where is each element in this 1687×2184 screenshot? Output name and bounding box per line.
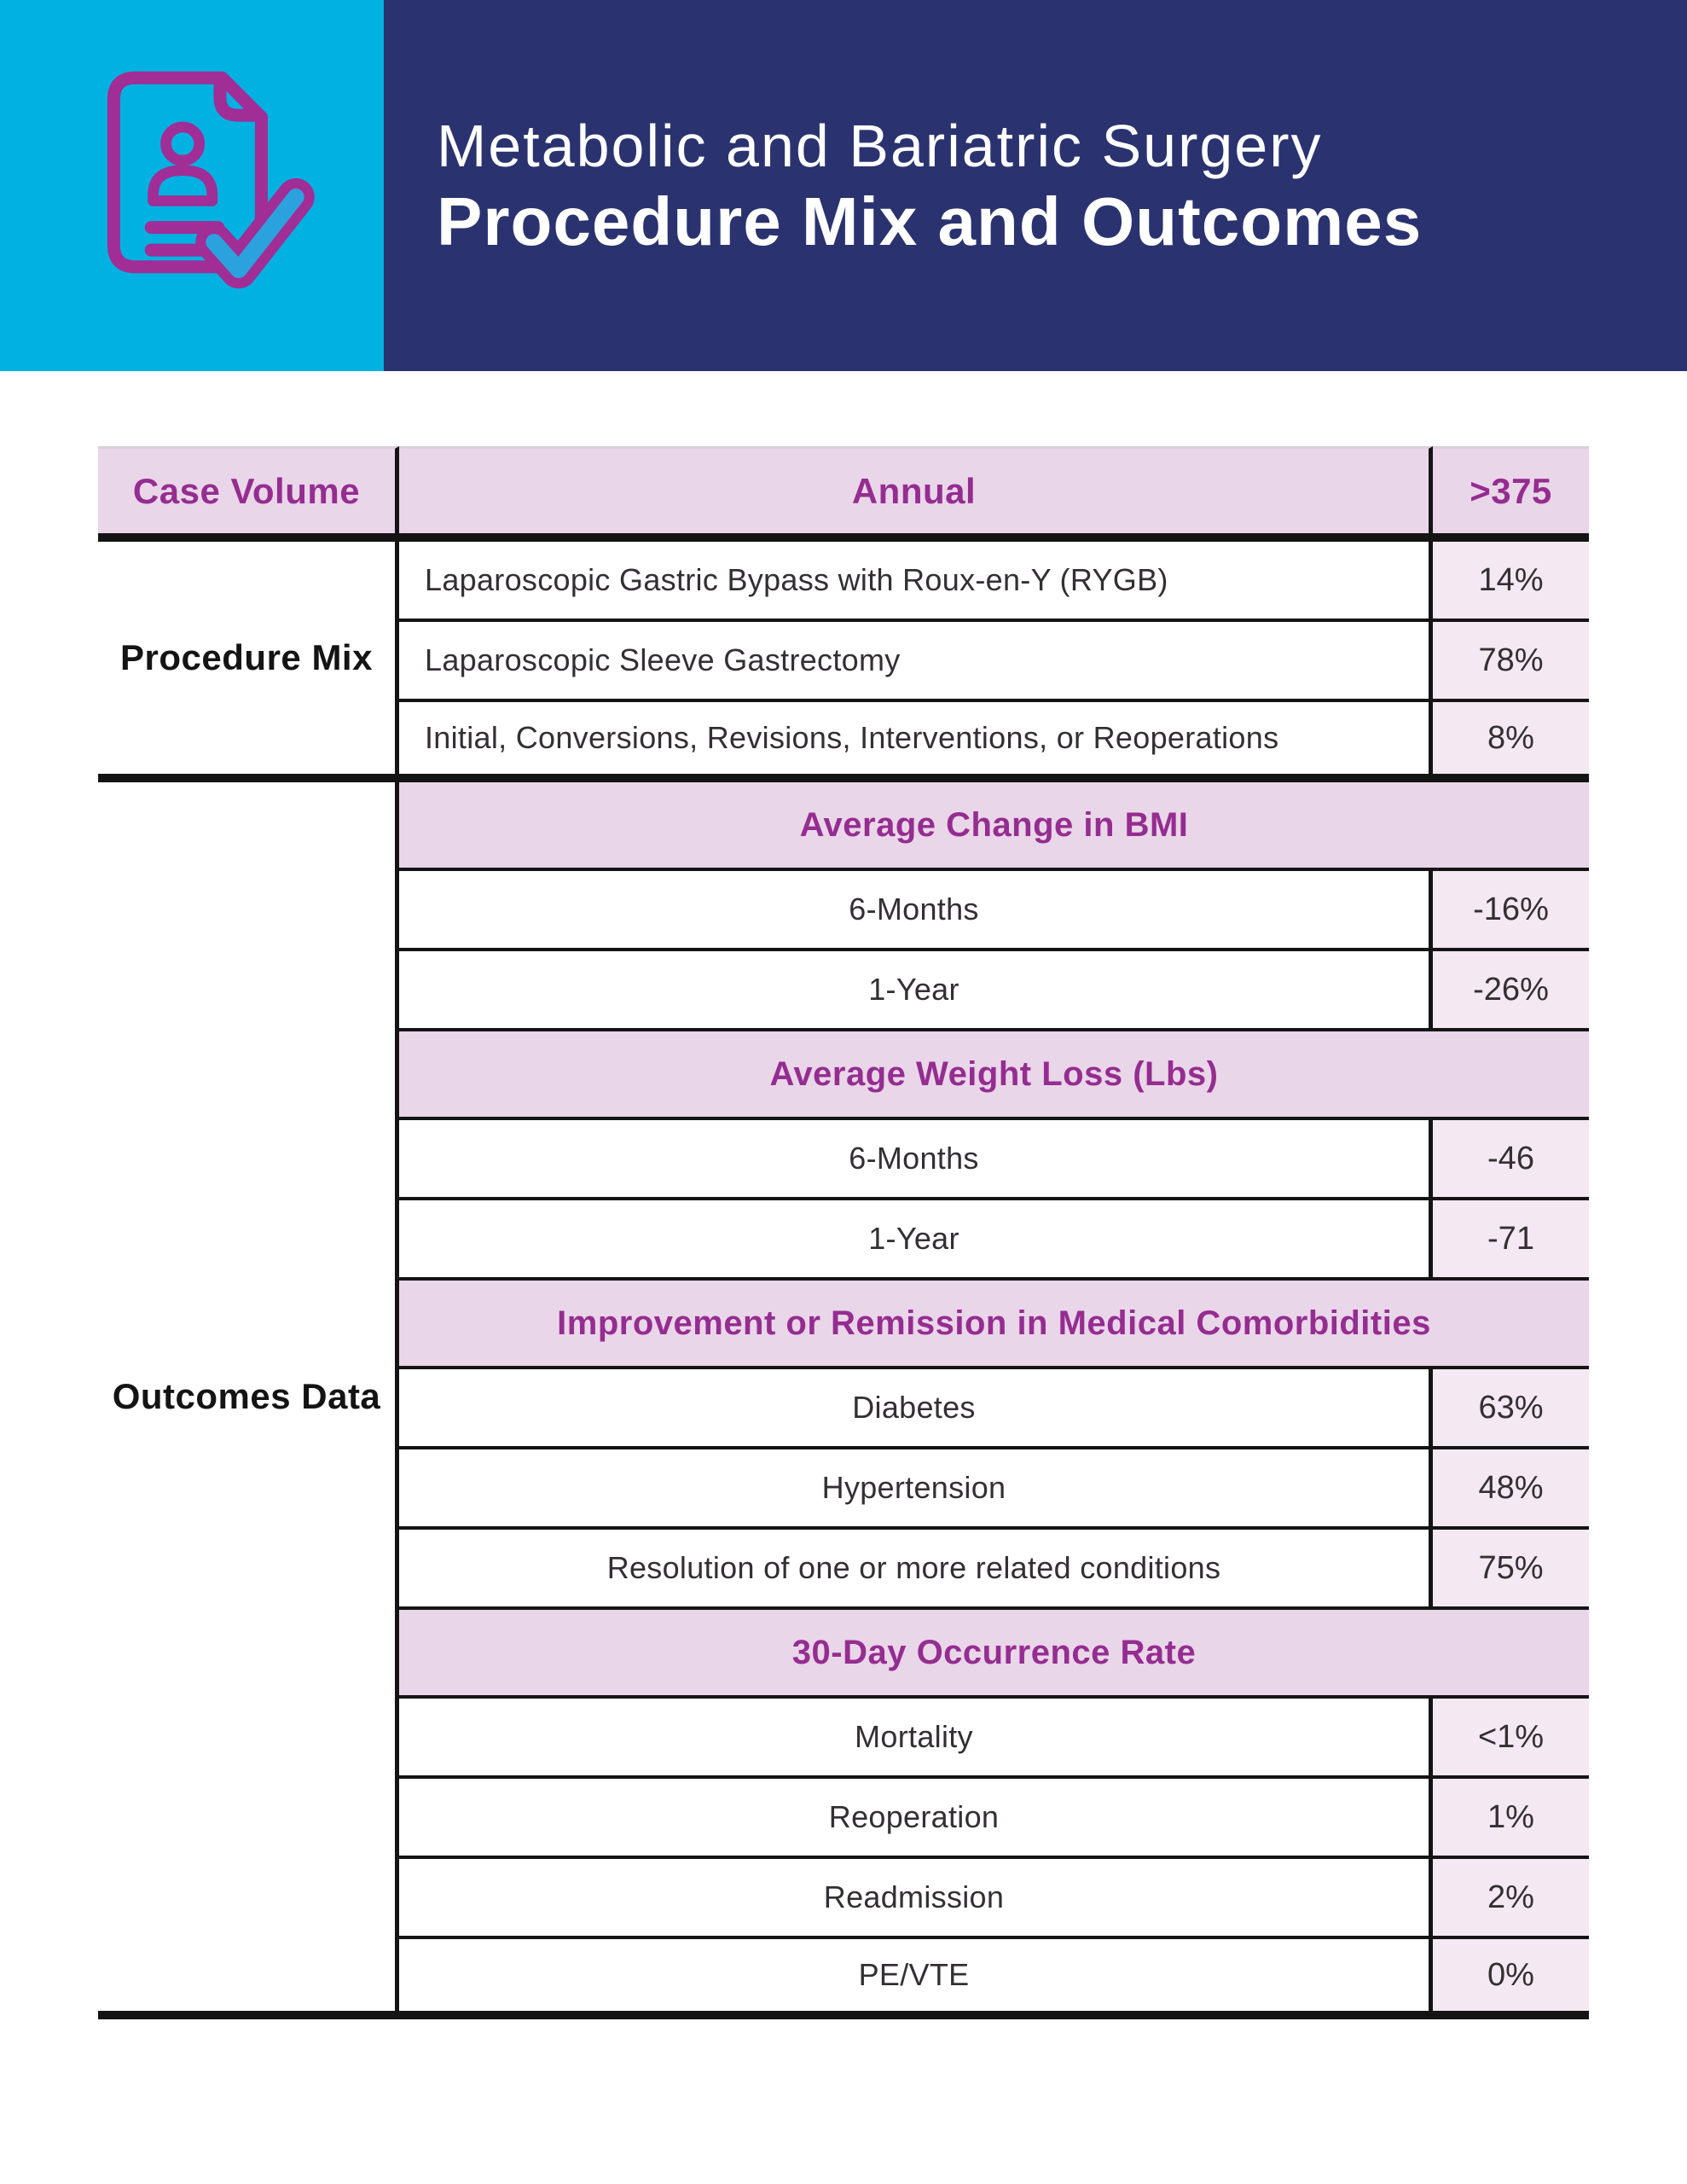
row-label: Reoperation	[399, 1779, 1433, 1859]
row-value: -16%	[1433, 871, 1589, 951]
row-value: 75%	[1433, 1530, 1589, 1610]
header-cell-case-volume: Case Volume	[98, 446, 399, 542]
header-cell-volume-value: >375	[1433, 446, 1589, 542]
row-label: Resolution of one or more related conditions	[399, 1530, 1433, 1610]
row-value: 0%	[1433, 1939, 1589, 2019]
page-title-line1: Metabolic and Bariatric Surgery	[437, 112, 1323, 179]
section-label-outcomes-data: Outcomes Data	[98, 782, 399, 2019]
row-value: 78%	[1433, 622, 1589, 702]
row-label: 1-Year	[399, 1200, 1433, 1281]
row-label: 6-Months	[399, 871, 1433, 951]
person-body	[154, 171, 212, 201]
row-label: Diabetes	[399, 1369, 1433, 1449]
row-label: Initial, Conversions, Revisions, Interventions, or Reoperations	[399, 702, 1433, 782]
row-label: Mortality	[399, 1699, 1433, 1779]
document-person-check-icon	[67, 53, 322, 317]
header-cell-annual: Annual	[399, 446, 1433, 542]
row-value: 1%	[1433, 1779, 1589, 1859]
row-label: 6-Months	[399, 1120, 1433, 1200]
group-header: Average Change in BMI	[399, 782, 1589, 871]
row-value: -26%	[1433, 951, 1589, 1031]
row-value: 14%	[1433, 542, 1589, 622]
row-label: PE/VTE	[399, 1939, 1433, 2019]
row-label: 1-Year	[399, 951, 1433, 1031]
outcomes-table	[98, 446, 1589, 2019]
row-value: 63%	[1433, 1369, 1589, 1449]
row-label: Laparoscopic Sleeve Gastrectomy	[399, 622, 1433, 702]
row-value: 2%	[1433, 1859, 1589, 1939]
row-value: 48%	[1433, 1449, 1589, 1530]
group-header: 30-Day Occurrence Rate	[399, 1610, 1589, 1699]
row-label: Readmission	[399, 1859, 1433, 1939]
section-label-procedure-mix: Procedure Mix	[98, 542, 399, 782]
row-label: Laparoscopic Gastric Bypass with Roux-en-Y (RYGB)	[399, 542, 1433, 622]
row-label: Hypertension	[399, 1449, 1433, 1530]
header-banner	[0, 0, 1687, 371]
row-value: -71	[1433, 1200, 1589, 1281]
row-value: -46	[1433, 1120, 1589, 1200]
icon-panel	[0, 0, 384, 371]
person-head	[166, 127, 200, 160]
row-value: <1%	[1433, 1699, 1589, 1779]
row-value: 8%	[1433, 702, 1589, 782]
group-header: Improvement or Remission in Medical Comorbidities	[399, 1281, 1589, 1369]
group-header: Average Weight Loss (Lbs)	[399, 1031, 1589, 1120]
title-panel	[384, 0, 1687, 371]
page-title-line2: Procedure Mix and Outcomes	[437, 183, 1423, 260]
